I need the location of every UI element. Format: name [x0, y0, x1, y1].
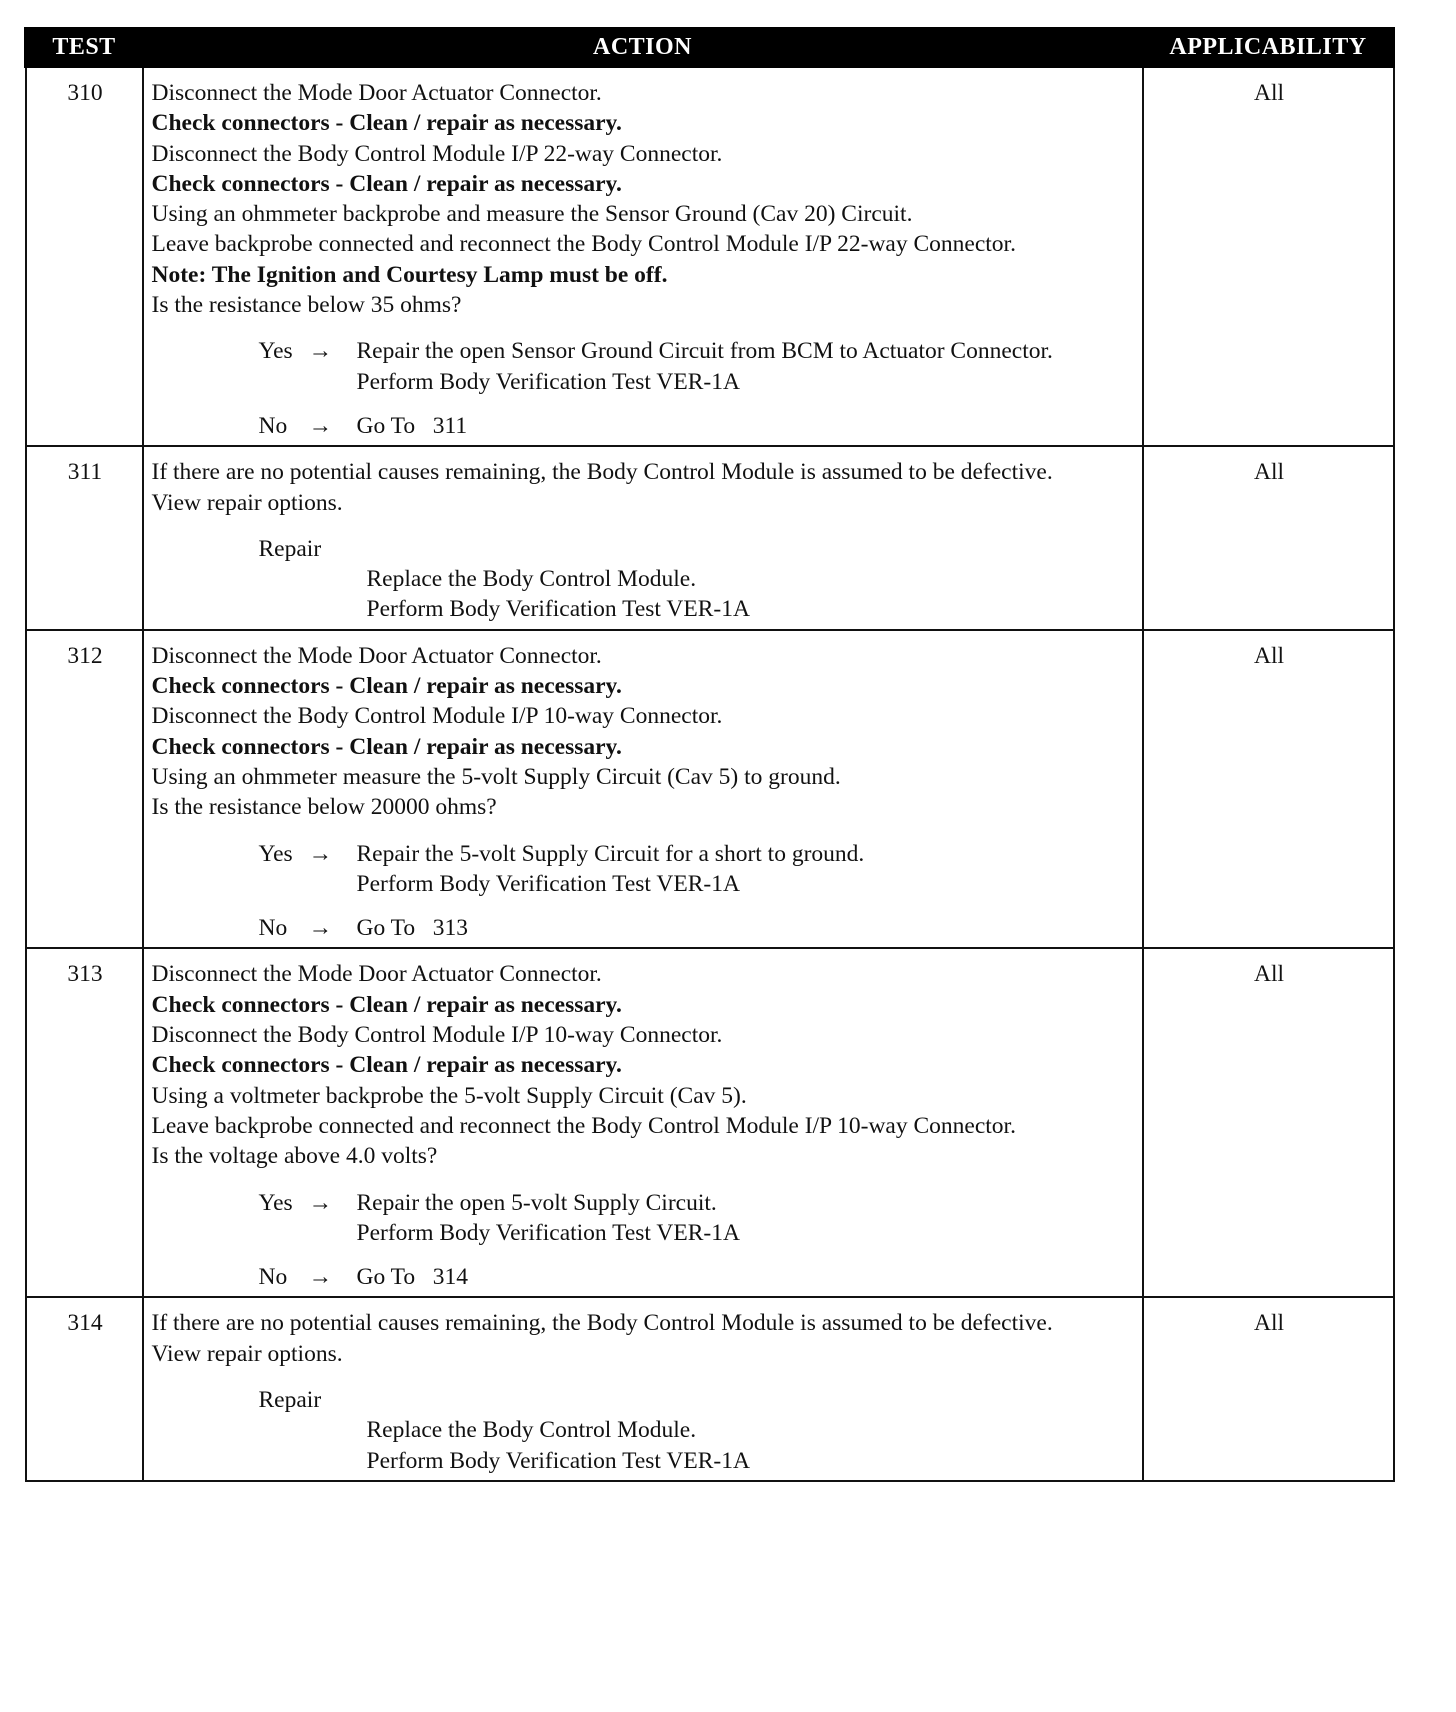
yes-action-line: Repair the open 5-volt Supply Circuit.: [356, 1189, 717, 1216]
instruction-line: Using an ohmmeter measure the 5-volt Supply Circuit (Cav 5) to ground.: [151, 763, 841, 790]
repair-block: [259, 534, 1136, 625]
repair-steps: [367, 1415, 1136, 1476]
yes-label: Yes: [258, 338, 293, 365]
instruction-bold: Check connectors - Clean / repair as necessary.: [151, 733, 622, 760]
instruction-line: If there are no potential causes remaining, the Body Control Module is assumed to be defective.: [151, 459, 1053, 486]
no-label: No: [258, 412, 288, 439]
header-test: TEST: [26, 29, 143, 67]
instruction-line: If there are no potential causes remaining, the Body Control Module is assumed to be defective.: [151, 1310, 1053, 1337]
no-response: [259, 411, 1136, 441]
action-cell: [143, 948, 1143, 1297]
yes-actions: [357, 839, 1136, 900]
arrow-icon: →: [308, 338, 332, 365]
yes-action-line: Repair the 5-volt Supply Circuit for a short to ground.: [356, 840, 865, 867]
yes-response: [259, 336, 1136, 397]
header-action: ACTION: [143, 29, 1143, 67]
instruction-line: Disconnect the Body Control Module I/P 22-way Connector.: [151, 140, 723, 167]
instruction-line: Is the resistance below 35 ohms?: [151, 292, 462, 319]
yes-action-line: Perform Body Verification Test VER-1A: [356, 1219, 740, 1246]
applicability-cell: All: [1143, 446, 1394, 629]
applicability-cell: All: [1143, 1297, 1394, 1480]
goto-step: Go To 313: [356, 915, 469, 942]
no-response: [259, 913, 1136, 943]
repair-steps: [367, 564, 1136, 625]
instruction-line: Using a voltmeter backprobe the 5-volt Supply Circuit (Cav 5).: [151, 1082, 747, 1109]
applicability-cell: All: [1143, 630, 1394, 949]
yes-action-line: Perform Body Verification Test VER-1A: [356, 870, 740, 897]
table-row: [26, 67, 1394, 447]
arrow-icon: →: [308, 1189, 332, 1216]
no-label: No: [258, 1264, 288, 1291]
instruction-bold: Check connectors - Clean / repair as necessary.: [151, 170, 622, 197]
no-response: [259, 1262, 1136, 1292]
table-row: [26, 630, 1394, 949]
repair-step: Replace the Body Control Module.: [366, 566, 697, 593]
table-body: [26, 67, 1394, 1481]
applicability-cell: All: [1143, 948, 1394, 1297]
test-number: 311: [26, 446, 143, 629]
repair-step: Perform Body Verification Test VER-1A: [366, 1447, 750, 1474]
instruction-line: Leave backprobe connected and reconnect the Body Control Module I/P 10-way Connector.: [151, 1112, 1016, 1139]
arrow-icon: →: [308, 915, 332, 942]
instruction-line: Is the resistance below 20000 ohms?: [151, 794, 497, 821]
instruction-line: Is the voltage above 4.0 volts?: [151, 1143, 438, 1170]
instruction-line: Using an ohmmeter backprobe and measure the Sensor Ground (Cav 20) Circuit.: [151, 201, 913, 228]
test-number: 312: [26, 630, 143, 949]
yes-action-line: Repair the open Sensor Ground Circuit from BCM to Actuator Connector.: [356, 338, 1053, 365]
repair-step: Replace the Body Control Module.: [366, 1417, 697, 1444]
instruction-bold: Check connectors - Clean / repair as necessary.: [151, 1052, 622, 1079]
yes-actions: [357, 336, 1136, 397]
repair-label: Repair: [258, 535, 322, 562]
repair-step: Perform Body Verification Test VER-1A: [366, 596, 750, 623]
instruction-bold: Check connectors - Clean / repair as necessary.: [151, 991, 622, 1018]
yes-action-line: Perform Body Verification Test VER-1A: [356, 368, 740, 395]
yes-response: [259, 1188, 1136, 1249]
yes-label: Yes: [258, 840, 293, 867]
instruction-line: Disconnect the Body Control Module I/P 10-way Connector.: [151, 1022, 723, 1049]
applicability-cell: All: [1143, 67, 1394, 447]
action-cell: [143, 67, 1143, 447]
yes-label: Yes: [258, 1189, 293, 1216]
instruction-line: Disconnect the Body Control Module I/P 10-way Connector.: [151, 703, 723, 730]
table-header-row: [26, 29, 1394, 67]
test-number: 314: [26, 1297, 143, 1480]
yes-response: [259, 839, 1136, 900]
arrow-icon: →: [308, 412, 332, 439]
arrow-icon: →: [308, 1264, 332, 1291]
instruction-bold: Check connectors - Clean / repair as necessary.: [151, 673, 622, 700]
no-label: No: [258, 915, 288, 942]
repair-label: Repair: [258, 1386, 322, 1413]
yes-actions: [357, 1188, 1136, 1249]
instruction-line: Leave backprobe connected and reconnect the Body Control Module I/P 22-way Connector.: [151, 231, 1016, 258]
goto-step: Go To 314: [356, 1264, 469, 1291]
table-row: [26, 1297, 1394, 1480]
test-number: 313: [26, 948, 143, 1297]
goto-step: Go To 311: [356, 412, 468, 439]
instruction-line: View repair options.: [151, 1340, 343, 1367]
instruction-bold: Check connectors - Clean / repair as necessary.: [151, 110, 622, 137]
repair-block: [259, 1385, 1136, 1476]
table-row: [26, 948, 1394, 1297]
instruction-line: Disconnect the Mode Door Actuator Connector.: [151, 642, 602, 669]
instruction-line: Disconnect the Mode Door Actuator Connector.: [151, 80, 602, 106]
table-row: [26, 446, 1394, 629]
action-cell: [143, 1297, 1143, 1480]
diagnostic-test-table: [24, 27, 1395, 1482]
instruction-line: Disconnect the Mode Door Actuator Connector.: [151, 961, 602, 988]
instruction-line: View repair options.: [151, 489, 343, 516]
instruction-bold: Note: The Ignition and Courtesy Lamp must be off.: [151, 261, 668, 288]
header-applicability: APPLICABILITY: [1143, 29, 1394, 67]
action-cell: [143, 630, 1143, 949]
arrow-icon: →: [308, 840, 332, 867]
test-number: 310: [26, 67, 143, 447]
action-cell: [143, 446, 1143, 629]
